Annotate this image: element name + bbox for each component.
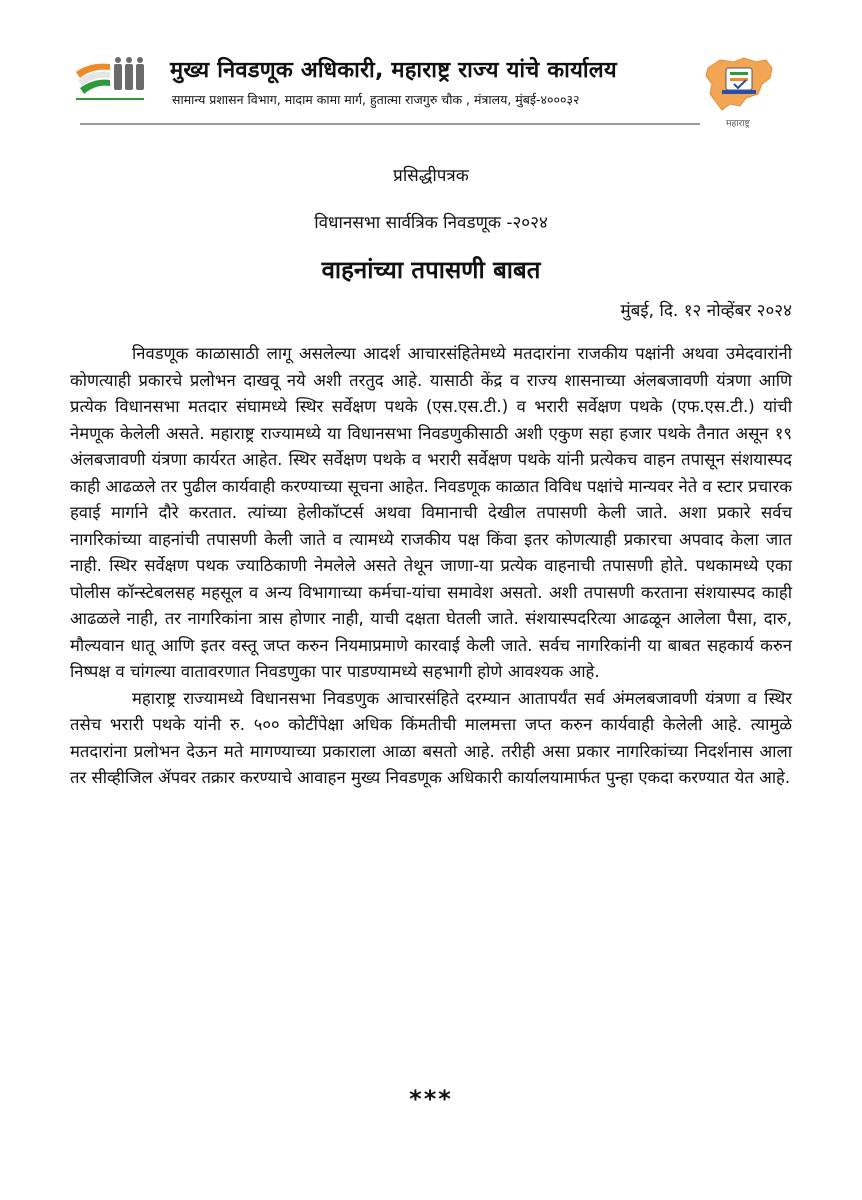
body-paragraph: महाराष्ट्र राज्यामध्ये विधानसभा निवडणुक आचारसंहिते दरम्यान आतापर्यंत सर्व अंमलबजावणी यंत्रणा व स्थिर तसेच भरारी पथके यांनी रु. ५०० कोटींपेक्षा अधिक किंमतीची मालमत्ता जप्त करुन कार्यवाही केलेली आहे. त्यामुळे मतदारांना प्रलोभन देऊन मते मागण्याच्या प्रकाराला आळा बसतो आहे. तरीही असा प्रकार नागरिकांच्या निदर्शनास आला तर सीव्हीजिल ॲपवर तक्रार करण्याचे आवाहन मुख्य निवडणूक अधिकारी कार्यालयामार्फत पुन्हा एकदा करण्यात येत आहे. <box>70 688 792 787</box>
end-mark: *** <box>409 1085 453 1113</box>
header-divider <box>80 123 700 125</box>
document-subtitle: विधानसभा सार्वत्रिक निवडणूक -२०२४ <box>314 213 548 233</box>
document-body <box>70 341 792 792</box>
body-paragraph: निवडणूक काळासाठी लागू असलेल्या आदर्श आचारसंहितेमध्ये मतदारांना राजकीय पक्षांनी अथवा उमेदवारांनी कोणत्याही प्रकारचे प्रलोभन दाखवू नये अशी तरतुद आहे. यासाठी केंद्र व राज्य शासनाच्या अंलबजावणी यंत्रणा आणि प्रत्येक विधानसभा मतदार संघामध्ये स्थिर सर्वेक्षण पथके (एस.एस.टी.) व भरारी सर्वेक्षण पथके (एफ.एस.टी.) यांची नेमणूक केलेली असते. महाराष्ट्र राज्यामध्ये या विधानसभा निवडणुकीसाठी अशी एकुण सहा हजार पथके तैनात असून १९ अंलबजावणी यंत्रणा कार्यरत आहेत. स्थिर सर्वेक्षण पथके व भरारी सर्वेक्षण पथके यांनी प्रत्येकच वाहन तपासून संशयास्पद काही आढळले तर पुढील कार्यवाही करण्याच्या सूचना आहेत. निवडणूक काळात विविध पक्षांचे मान्यवर नेते व स्टार प्रचारक हवाई मार्गाने दौरे करतात. त्यांच्या हेलीकॉप्टर्स अथवा विमानाची देखील तपासणी केली जाते. अशा प्रकारे सर्वच नागरिकांच्या वाहनांची तपासणी केली जाते व त्यामध्ये राजकीय पक्ष किंवा इतर कोणत्याही प्रकारचा अपवाद केला जात नाही. स्थिर सर्वेक्षण पथक ज्याठिकाणी नेमलेले असते तेथून जाणा-या प्रत्येक वाहनाची तपासणी होते. पथकामध्ये एका पोलीस कॉन्स्टेबलसह महसूल व अन्य विभागाच्या कर्मचा-यांचा समावेश असतो. अशी तपासणी करताना संशयास्पद काही आढळले नाही, तर नागरिकांना त्रास होणार नाही, याची दक्षता घेतली जाते. संशयास्पदरित्या आढळून आलेला पैसा, दारु, मौल्यवान धातू आणि इतर वस्तू जप्त करुन नियमाप्रमाणे कारवाई केली जाते. सर्वच नागरिकांनी या बाबत सहकार्य करुन निष्पक्ष व चांगल्या वातावरणात निवडणुका पार पाडण्यामध्ये सहभागी होणे आवश्यक आहे. <box>70 344 792 681</box>
eci-ballot-logo-icon <box>70 54 150 104</box>
office-title: मुख्य निवडणूक अधिकारी, महाराष्ट्र राज्य यांचे कार्यालय <box>170 58 617 83</box>
document-date: मुंबई, दि. १२ नोव्हेंबर २०२४ <box>620 301 792 321</box>
state-logo-label: महाराष्ट्र <box>726 119 750 129</box>
maharashtra-map-logo-icon <box>700 54 776 116</box>
office-address: सामान्य प्रशासन विभाग, मादाम कामा मार्ग, हुतात्मा राजगुरु चौक , मंत्रालय, मुंबई-४०००३२ <box>172 92 580 107</box>
document-title: वाहनांच्या तपासणी बाबत <box>321 256 541 284</box>
maharashtra-map-logo <box>700 54 776 134</box>
document-type: प्रसिद्धीपत्रक <box>393 166 469 186</box>
letterhead <box>0 0 862 140</box>
